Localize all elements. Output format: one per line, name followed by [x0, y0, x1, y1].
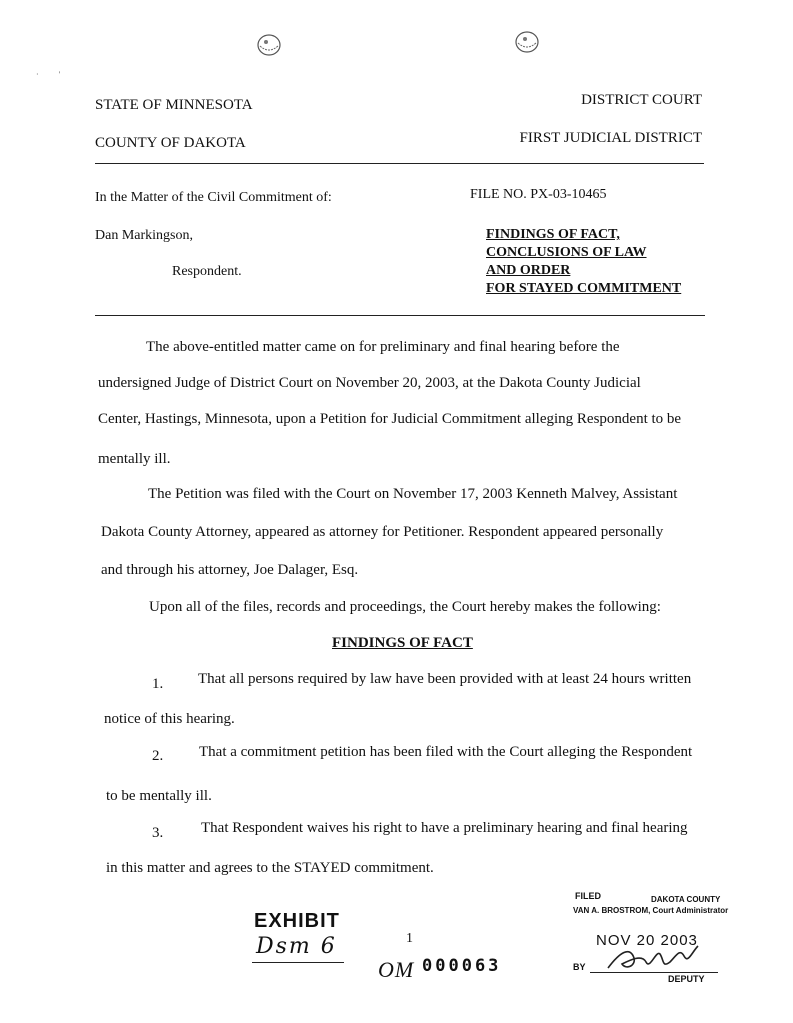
stamp-by: BY — [573, 962, 586, 972]
stamp-date: NOV 20 2003 — [596, 932, 698, 949]
body-line: mentally ill. — [98, 451, 171, 467]
stamp-county: DAKOTA COUNTY — [651, 895, 721, 904]
stamp-filed: FILED — [575, 891, 601, 901]
state-name: STATE OF MINNESOTA — [95, 97, 253, 113]
bates-number: 000063 — [422, 956, 502, 976]
stamp-deputy: DEPUTY — [668, 974, 705, 984]
finding-number: 1. — [152, 676, 164, 692]
body-line: Upon all of the files, records and proceedings, the Court hereby makes the following: — [149, 599, 661, 615]
title-line: AND ORDER — [486, 263, 571, 278]
matter-line: In the Matter of the Civil Commitment of: — [95, 190, 332, 205]
findings-heading: FINDINGS OF FACT — [332, 635, 473, 651]
deputy-signature — [600, 940, 715, 976]
finding-number: 3. — [152, 825, 164, 841]
file-number: FILE NO. PX-03-10465 — [470, 187, 607, 202]
body-line: and through his attorney, Joe Dalager, Esq. — [101, 562, 359, 578]
exhibit-handwriting: Dsm 6 — [256, 934, 337, 959]
finding-text: That all persons required by law have been provided with at least 24 hours written — [198, 671, 692, 687]
header-divider — [95, 163, 704, 164]
finding-text: notice of this hearing. — [104, 711, 235, 727]
court-seal-left — [254, 30, 284, 60]
title-line: FINDINGS OF FACT, — [486, 227, 620, 242]
page-number: 1 — [406, 931, 413, 946]
body-line: undersigned Judge of District Court on November 20, 2003, at the Dakota County Judicial — [98, 375, 641, 391]
body-line: Dakota County Attorney, appeared as attorney for Petitioner. Respondent appeared personally — [101, 524, 664, 540]
title-line: CONCLUSIONS OF LAW — [486, 245, 647, 260]
bates-prefix: OM — [378, 957, 415, 982]
scan-specks: · ′ — [36, 70, 61, 79]
body-line: The above-entitled matter came on for preliminary and final hearing before the — [146, 339, 620, 355]
body-line: Center, Hastings, Minnesota, upon a Petition for Judicial Commitment alleging Respondent to be — [98, 411, 682, 427]
finding-text: That Respondent waives his right to have a preliminary hearing and final hearing — [201, 820, 688, 836]
document-title — [486, 226, 681, 298]
court-seal-right — [512, 28, 542, 56]
stamp-signature-line — [590, 972, 718, 973]
stamp-administrator: VAN A. BROSTROM, Court Administrator — [573, 906, 729, 915]
caption-divider — [95, 315, 705, 316]
court-name: DISTRICT COURT — [581, 92, 702, 108]
county-name: COUNTY OF DAKOTA — [95, 135, 246, 151]
exhibit-underline — [252, 962, 344, 963]
judicial-district: FIRST JUDICIAL DISTRICT — [519, 130, 702, 146]
respondent-label: Respondent. — [172, 264, 242, 279]
finding-text: in this matter and agrees to the STAYED commitment. — [106, 860, 434, 876]
body-line: The Petition was filed with the Court on November 17, 2003 Kenneth Malvey, Assistant — [148, 486, 678, 502]
exhibit-label: EXHIBIT — [254, 910, 340, 932]
finding-text: to be mentally ill. — [106, 788, 212, 804]
respondent-name: Dan Markingson, — [95, 228, 193, 243]
finding-text: That a commitment petition has been filed with the Court alleging the Respondent — [199, 744, 693, 760]
finding-number: 2. — [152, 748, 164, 764]
title-line: FOR STAYED COMMITMENT — [486, 281, 682, 296]
